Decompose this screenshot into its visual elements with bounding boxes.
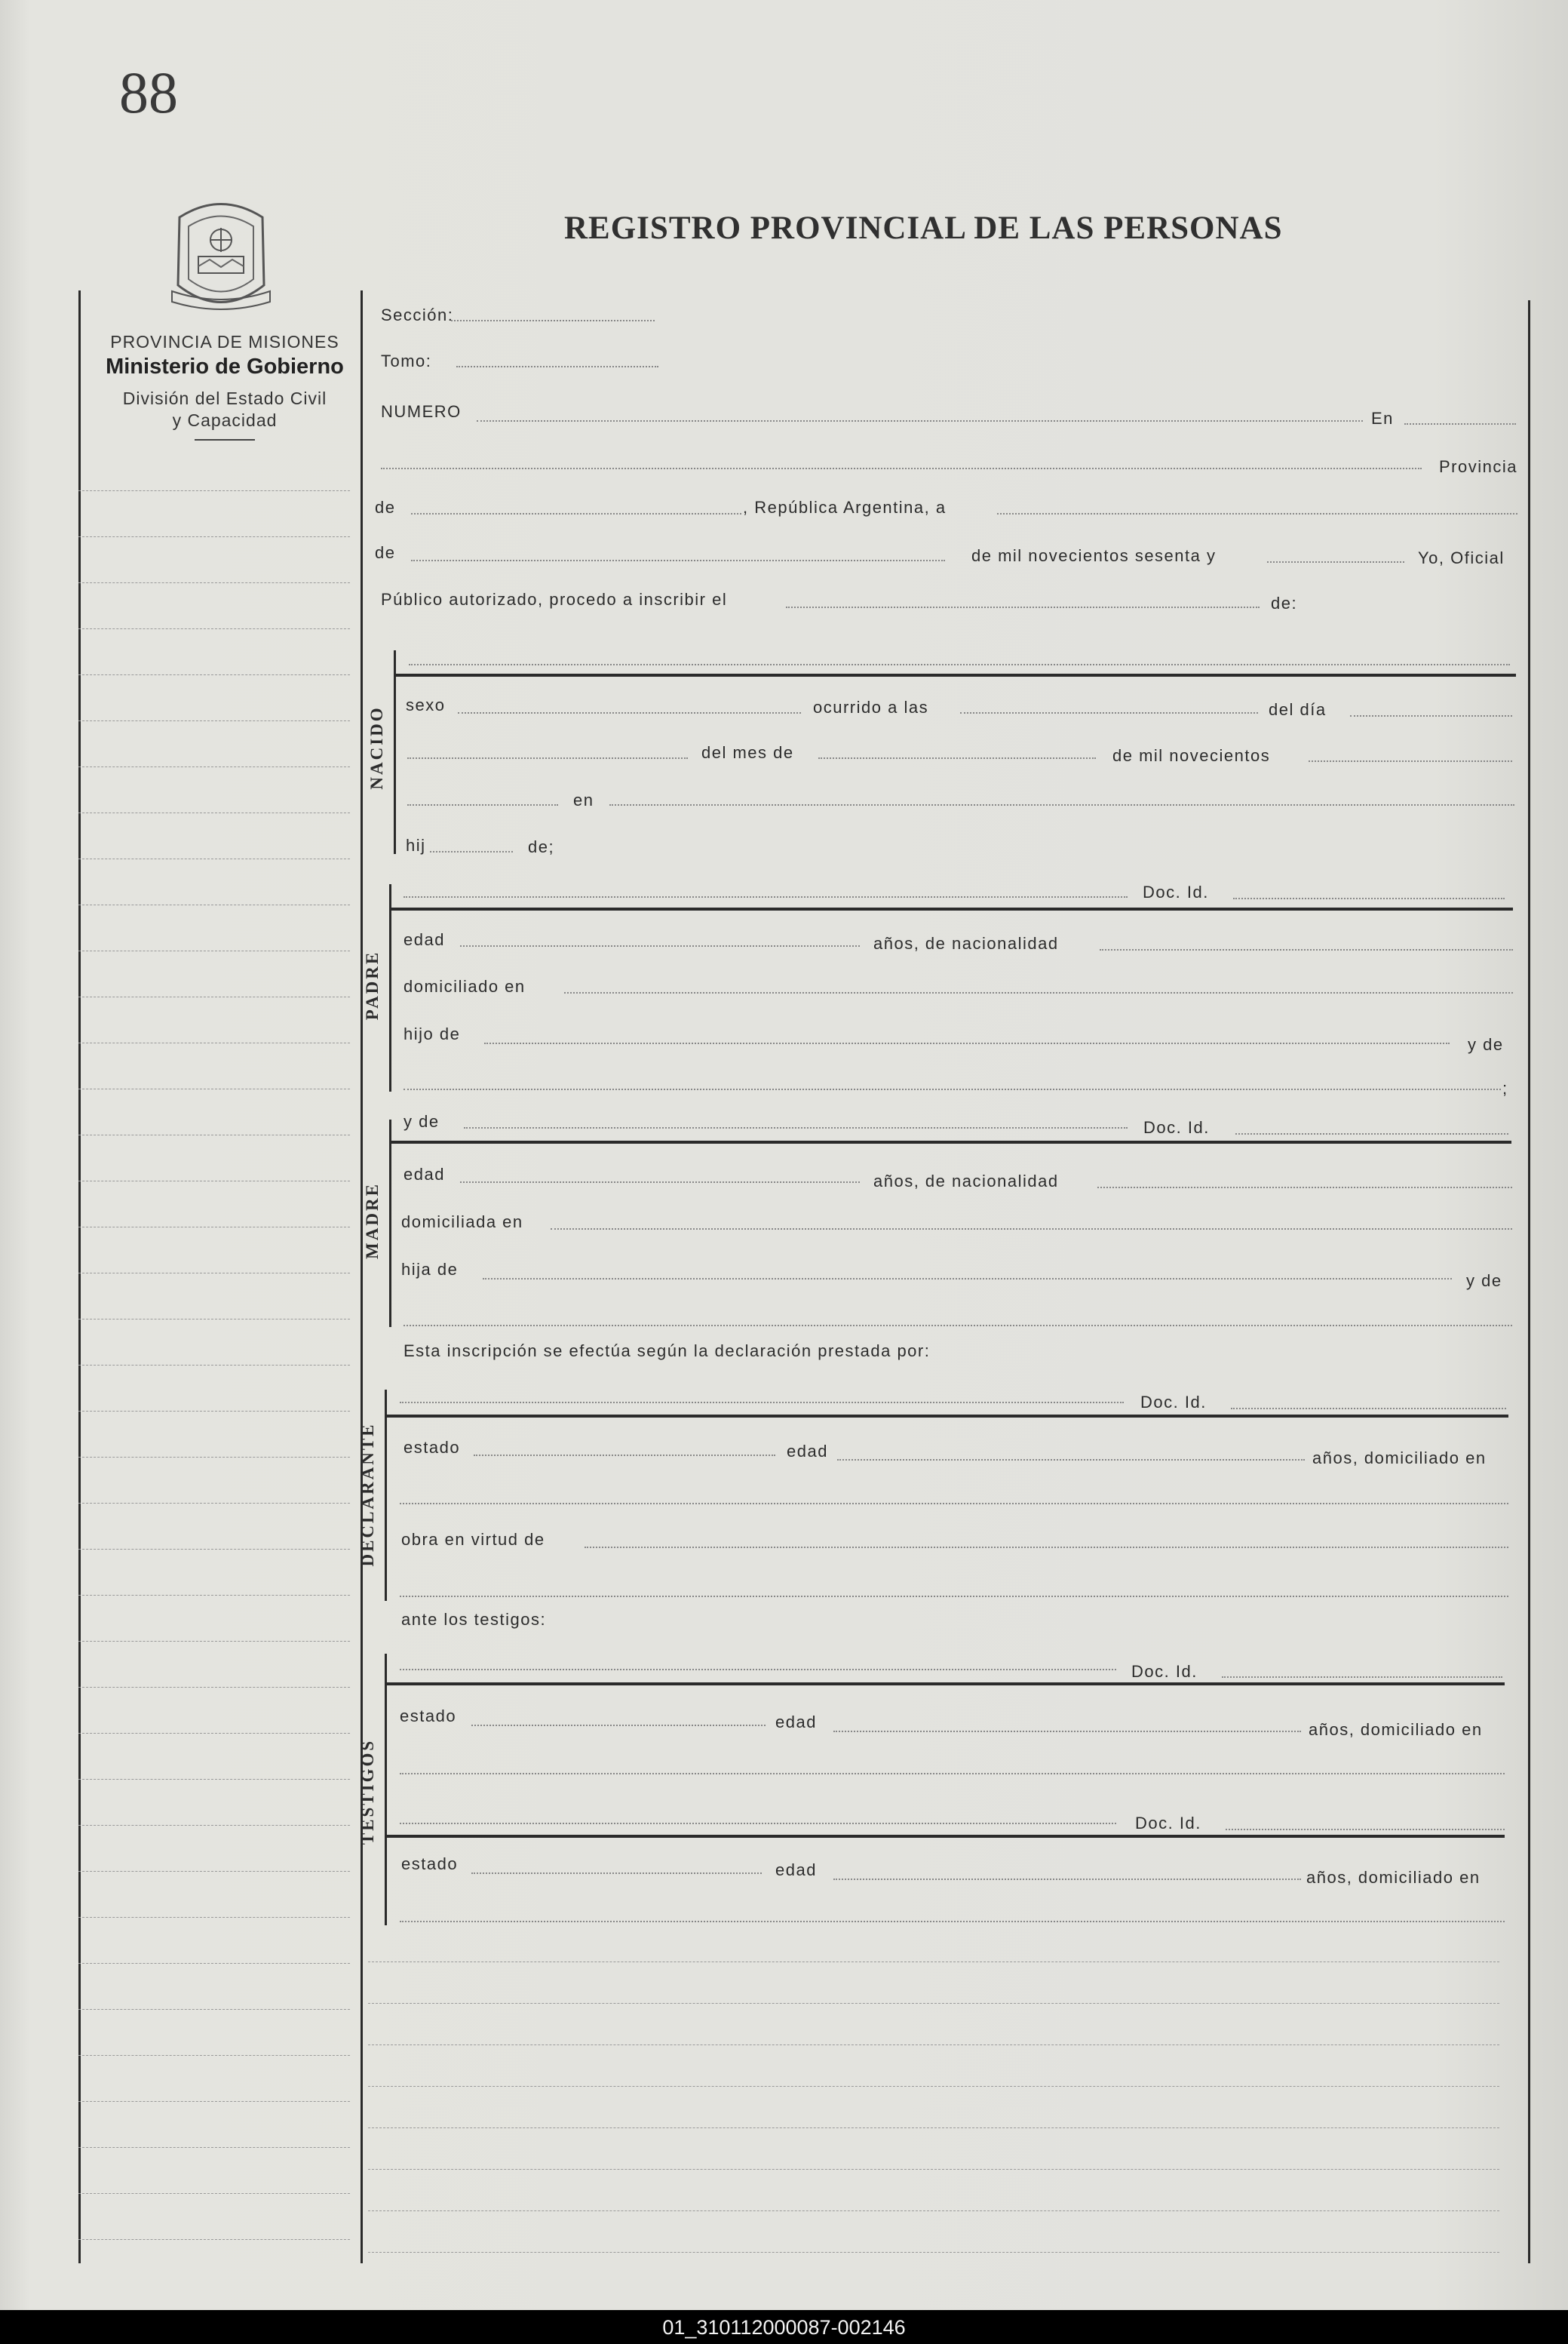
de-line-2[interactable] xyxy=(411,560,945,561)
declarante-obra-label: obra en virtud de xyxy=(401,1530,545,1549)
declarante-obra-line[interactable] xyxy=(585,1547,1508,1548)
yo-oficial-label: Yo, Oficial xyxy=(1418,548,1505,567)
padre-domicilio-label: domiciliado en xyxy=(404,977,526,996)
nacido-mil-novecientos-label: de mil novecientos xyxy=(1112,746,1271,765)
margin-rule-line xyxy=(78,1687,350,1688)
publico-label: Público autorizado, procedo a inscribir el xyxy=(381,590,728,609)
margin-rule-line xyxy=(78,1503,350,1504)
en-label: En xyxy=(1371,409,1394,428)
declarante-edad-label: edad xyxy=(787,1442,828,1461)
numero-label: NUMERO xyxy=(381,402,462,421)
padre-hijo-de-label: hijo de xyxy=(404,1025,461,1043)
provincia-line[interactable] xyxy=(381,468,1422,469)
padre-y-de-label: y de xyxy=(1468,1035,1504,1054)
scan-footer xyxy=(0,2310,1568,2344)
margin-rule-line xyxy=(78,1779,350,1780)
declarante-bracket xyxy=(385,1390,387,1601)
nacido-top-rule xyxy=(394,674,1516,677)
testigo1-estado-line[interactable] xyxy=(471,1725,766,1726)
nacido-bracket xyxy=(394,650,396,854)
section-madre: MADRE xyxy=(363,1182,382,1259)
declarante-name-line[interactable] xyxy=(400,1402,1124,1403)
scan-id: 01_310112000087-002146 xyxy=(662,2316,906,2339)
section-declarante: DECLARANTE xyxy=(358,1422,377,1567)
del-dia-label: del día xyxy=(1269,700,1327,719)
declarante-domicilio-line[interactable] xyxy=(400,1503,1508,1504)
dia-cont-line[interactable] xyxy=(407,757,688,759)
madre-domicilio-label: domiciliada en xyxy=(401,1212,523,1231)
testigo2-top-rule xyxy=(385,1835,1505,1838)
provincia-label: Provincia xyxy=(1439,457,1517,476)
sexo-line[interactable] xyxy=(458,712,801,714)
testigo2-name-line[interactable] xyxy=(400,1823,1116,1824)
testigo2-domicilio-label: años, domiciliado en xyxy=(1306,1868,1481,1887)
margin-rule-line xyxy=(78,766,350,767)
mil-novecientos-label: de mil novecientos sesenta y xyxy=(971,546,1217,565)
margin-rule-line xyxy=(78,1549,350,1550)
del-mes-label: del mes de xyxy=(701,743,794,762)
section-testigos: TESTIGOS xyxy=(358,1738,377,1845)
declarante-domicilio-label: años, domiciliado en xyxy=(1312,1448,1487,1467)
agency-province: PROVINCIA DE MISIONES xyxy=(110,332,339,352)
madre-y-de-2-label: y de xyxy=(1466,1271,1502,1290)
ante-testigos-label: ante los testigos: xyxy=(401,1610,547,1629)
section-nacido: NACIDO xyxy=(367,705,386,790)
margin-rule-line xyxy=(78,720,350,721)
hij-label: hij xyxy=(406,836,426,855)
margin-rule-line xyxy=(78,1457,350,1458)
padre-edad-line[interactable] xyxy=(460,945,860,947)
declarante-doc-line[interactable] xyxy=(1231,1408,1506,1409)
seccion-line[interactable] xyxy=(451,320,655,321)
margin-rule-line xyxy=(78,2101,350,2102)
margin-rule-line xyxy=(78,582,350,583)
madre-y-de-2-line[interactable] xyxy=(404,1325,1512,1326)
margin-rule-line xyxy=(78,2193,350,2194)
margin-rule-line xyxy=(78,2009,350,2010)
agency-capacity: y Capacidad xyxy=(172,410,278,430)
margin-rule-line xyxy=(78,1871,350,1872)
madre-edad-label: edad xyxy=(404,1165,445,1184)
declarante-edad-line[interactable] xyxy=(837,1459,1305,1461)
margin-rule-line xyxy=(78,1963,350,1964)
en-line[interactable] xyxy=(1404,423,1516,425)
notes-rule-line[interactable] xyxy=(368,2086,1499,2087)
notes-rule-line[interactable] xyxy=(368,2044,1499,2045)
mes-line[interactable] xyxy=(818,757,1096,759)
declarante-estado-line[interactable] xyxy=(474,1455,775,1456)
padre-domicilio-line[interactable] xyxy=(564,992,1513,994)
padre-bracket xyxy=(389,884,391,1092)
testigo1-edad-line[interactable] xyxy=(833,1731,1301,1732)
testigo2-edad-label: edad xyxy=(775,1860,817,1879)
madre-hija-de-label: hija de xyxy=(401,1260,459,1279)
madre-nacionalidad-line[interactable] xyxy=(1097,1187,1512,1188)
sexo-label: sexo xyxy=(406,696,446,714)
dia-line[interactable] xyxy=(1350,715,1512,717)
padre-name-line[interactable] xyxy=(404,896,1128,898)
fecha-line[interactable] xyxy=(997,513,1517,515)
declarante-estado-label: estado xyxy=(404,1438,461,1457)
padre-nacionalidad-label: años, de nacionalidad xyxy=(873,934,1059,953)
padre-hijo-de-line[interactable] xyxy=(484,1043,1450,1044)
republica-label: , República Argentina, a xyxy=(743,498,947,517)
de-label-1: de xyxy=(375,498,396,517)
testigos-bracket xyxy=(385,1654,387,1925)
padre-semicolon: ; xyxy=(1502,1079,1508,1098)
margin-rule-line xyxy=(78,674,350,675)
testigo1-estado-label: estado xyxy=(400,1707,457,1725)
inscribir-line[interactable] xyxy=(786,607,1260,608)
declarante-top-rule xyxy=(385,1415,1508,1418)
seccion-label: Sección: xyxy=(381,306,454,324)
ocurrido-label: ocurrido a las xyxy=(813,698,929,717)
notes-rule-line[interactable] xyxy=(368,2127,1499,2128)
madre-name-line[interactable] xyxy=(464,1127,1128,1129)
de-label-3: de: xyxy=(1271,594,1298,613)
testigo2-edad-line[interactable] xyxy=(833,1879,1301,1880)
hora-line[interactable] xyxy=(960,712,1258,714)
margin-rule-line xyxy=(78,1641,350,1642)
margin-left-rule xyxy=(78,290,81,2263)
nacido-name-line[interactable] xyxy=(409,664,1510,665)
form-right-rule xyxy=(1528,300,1530,2263)
testigo2-domicilio-line[interactable] xyxy=(400,1921,1505,1922)
padre-top-rule xyxy=(389,908,1513,911)
form-title: REGISTRO PROVINCIAL DE LAS PERSONAS xyxy=(564,210,1283,246)
margin-rule-line xyxy=(78,2239,350,2240)
testigo1-doc-label: Doc. Id. xyxy=(1131,1662,1198,1681)
margin-rule-line xyxy=(78,1917,350,1918)
de-line-1[interactable] xyxy=(411,513,741,515)
margin-rule-line xyxy=(78,536,350,537)
testigo2-doc-line[interactable] xyxy=(1226,1829,1505,1830)
agency-division: División del Estado Civil xyxy=(122,389,327,408)
declaracion-text: Esta inscripción se efectúa según la declaración prestada por: xyxy=(404,1341,931,1360)
tomo-line[interactable] xyxy=(456,366,658,367)
margin-rule-line xyxy=(78,1595,350,1596)
hij-de-label: de; xyxy=(528,837,555,856)
margin-rule-line xyxy=(78,1411,350,1412)
de-label-2: de xyxy=(375,543,396,562)
madre-y-de-label: y de xyxy=(404,1112,440,1131)
testigo1-domicilio-line[interactable] xyxy=(400,1773,1505,1774)
sesenta-line[interactable] xyxy=(1267,561,1404,563)
testigo2-estado-line[interactable] xyxy=(471,1872,762,1874)
lugar-line[interactable] xyxy=(609,804,1514,806)
testigo2-estado-label: estado xyxy=(401,1854,459,1873)
notes-rule-line[interactable] xyxy=(368,2210,1499,2211)
margin-rule-line xyxy=(78,2055,350,2056)
page-number: 88 xyxy=(119,60,178,125)
testigo1-name-line[interactable] xyxy=(400,1669,1116,1670)
margin-rule-line xyxy=(78,1733,350,1734)
numero-line[interactable] xyxy=(477,420,1363,422)
madre-bracket xyxy=(389,1120,391,1327)
declarante-obra-line-2[interactable] xyxy=(400,1596,1508,1597)
anio-line[interactable] xyxy=(1309,760,1512,762)
margin-rule-line xyxy=(78,628,350,629)
notes-rule-line[interactable] xyxy=(368,2003,1499,2004)
testigo2-doc-label: Doc. Id. xyxy=(1135,1814,1201,1832)
testigo1-top-rule xyxy=(385,1682,1505,1685)
testigo1-doc-line[interactable] xyxy=(1222,1676,1502,1678)
padre-nacionalidad-line[interactable] xyxy=(1100,949,1513,951)
padre-doc-label: Doc. Id. xyxy=(1143,883,1209,902)
hij-line[interactable] xyxy=(430,851,513,853)
en-lugar-label: en xyxy=(573,791,594,809)
padre-edad-label: edad xyxy=(404,930,445,949)
margin-rule-line xyxy=(78,1825,350,1826)
agency-underline xyxy=(195,439,255,441)
madre-domicilio-line[interactable] xyxy=(551,1228,1512,1230)
madre-nacionalidad-label: años, de nacionalidad xyxy=(873,1172,1059,1190)
madre-hija-de-line[interactable] xyxy=(483,1278,1452,1280)
notes-rule-line[interactable] xyxy=(368,2169,1499,2170)
madre-top-rule xyxy=(389,1141,1511,1144)
madre-doc-label: Doc. Id. xyxy=(1143,1118,1210,1137)
agency-ministry: Ministerio de Gobierno xyxy=(106,355,344,379)
section-padre: PADRE xyxy=(363,950,382,1021)
padre-y-de-line[interactable] xyxy=(404,1089,1501,1090)
madre-doc-line[interactable] xyxy=(1235,1133,1508,1135)
margin-rule-line xyxy=(78,490,350,491)
tomo-label: Tomo: xyxy=(381,352,432,370)
provincial-crest-icon xyxy=(164,195,278,315)
padre-doc-line[interactable] xyxy=(1233,898,1505,899)
testigo1-domicilio-label: años, domiciliado en xyxy=(1309,1720,1483,1739)
testigo1-edad-label: edad xyxy=(775,1713,817,1731)
madre-edad-line[interactable] xyxy=(460,1181,860,1183)
declarante-doc-label: Doc. Id. xyxy=(1140,1393,1207,1412)
notes-rule-line[interactable] xyxy=(368,2252,1499,2253)
margin-rule-line xyxy=(78,1365,350,1366)
margin-rule-line xyxy=(78,2147,350,2148)
anio-cont-line[interactable] xyxy=(407,804,558,806)
